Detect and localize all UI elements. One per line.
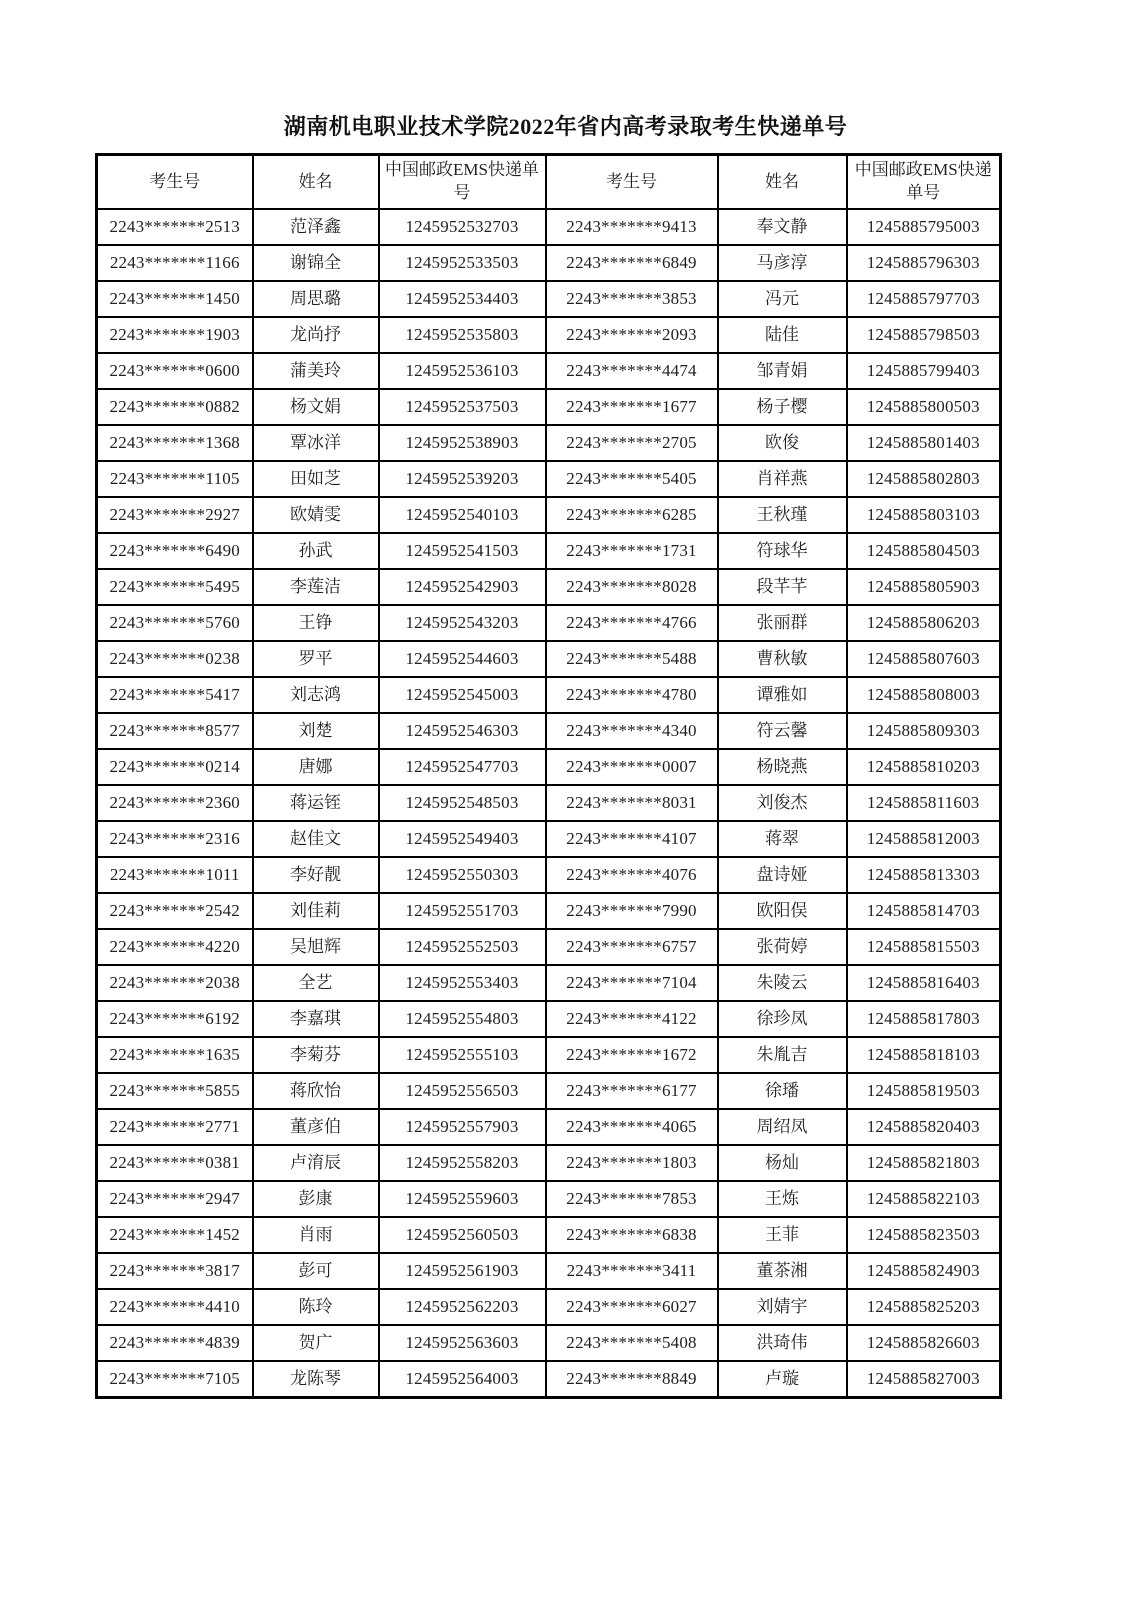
name-cell: 谭雅如 xyxy=(718,677,847,713)
candidate-no-cell: 2243*******5855 xyxy=(97,1073,253,1109)
ems-no-cell: 1245885802803 xyxy=(847,461,1001,497)
ems-no-cell: 1245952558203 xyxy=(379,1145,546,1181)
name-cell: 张丽群 xyxy=(718,605,847,641)
table-row xyxy=(97,281,1001,317)
ems-no-cell: 1245952535803 xyxy=(379,317,546,353)
candidate-no-cell: 2243*******8849 xyxy=(546,1361,718,1398)
name-cell: 张荷婷 xyxy=(718,929,847,965)
candidate-no-cell: 2243*******6757 xyxy=(546,929,718,965)
name-cell: 赵佳文 xyxy=(253,821,379,857)
ems-no-cell: 1245952552503 xyxy=(379,929,546,965)
name-cell: 陈玲 xyxy=(253,1289,379,1325)
name-cell: 彭康 xyxy=(253,1181,379,1217)
name-cell: 卢璇 xyxy=(718,1361,847,1398)
candidate-no-cell: 2243*******6177 xyxy=(546,1073,718,1109)
ems-no-cell: 1245885795003 xyxy=(847,209,1001,245)
ems-no-cell: 1245952554803 xyxy=(379,1001,546,1037)
ems-no-cell: 1245885799403 xyxy=(847,353,1001,389)
ems-no-cell: 1245885818103 xyxy=(847,1037,1001,1073)
ems-no-cell: 1245952561903 xyxy=(379,1253,546,1289)
candidate-no-cell: 2243*******0238 xyxy=(97,641,253,677)
ems-no-cell: 1245885800503 xyxy=(847,389,1001,425)
ems-no-cell: 1245952547703 xyxy=(379,749,546,785)
name-cell: 王菲 xyxy=(718,1217,847,1253)
col-header-candidate-no-left: 考生号 xyxy=(97,155,253,210)
ems-no-cell: 1245952534403 xyxy=(379,281,546,317)
ems-no-cell: 1245952550303 xyxy=(379,857,546,893)
candidate-no-cell: 2243*******1903 xyxy=(97,317,253,353)
ems-no-cell: 1245952560503 xyxy=(379,1217,546,1253)
table-row xyxy=(97,1217,1001,1253)
candidate-no-cell: 2243*******1450 xyxy=(97,281,253,317)
ems-no-cell: 1245885822103 xyxy=(847,1181,1001,1217)
candidate-no-cell: 2243*******4220 xyxy=(97,929,253,965)
name-cell: 罗平 xyxy=(253,641,379,677)
name-cell: 刘楚 xyxy=(253,713,379,749)
col-header-name-left: 姓名 xyxy=(253,155,379,210)
ems-no-cell: 1245885815503 xyxy=(847,929,1001,965)
candidate-no-cell: 2243*******0007 xyxy=(546,749,718,785)
candidate-no-cell: 2243*******5405 xyxy=(546,461,718,497)
header-row xyxy=(97,155,1001,210)
table-row xyxy=(97,1001,1001,1037)
table-row xyxy=(97,1181,1001,1217)
name-cell: 李莲洁 xyxy=(253,569,379,605)
name-cell: 邹青娟 xyxy=(718,353,847,389)
candidate-no-cell: 2243*******6192 xyxy=(97,1001,253,1037)
ems-no-cell: 1245885809303 xyxy=(847,713,1001,749)
candidate-no-cell: 2243*******1452 xyxy=(97,1217,253,1253)
name-cell: 蒋翠 xyxy=(718,821,847,857)
table-row xyxy=(97,965,1001,1001)
name-cell: 杨子樱 xyxy=(718,389,847,425)
ems-no-cell: 1245885814703 xyxy=(847,893,1001,929)
ems-no-cell: 1245952564003 xyxy=(379,1361,546,1398)
name-cell: 刘佳莉 xyxy=(253,893,379,929)
candidate-no-cell: 2243*******6838 xyxy=(546,1217,718,1253)
candidate-no-cell: 2243*******4122 xyxy=(546,1001,718,1037)
name-cell: 蒋欣怡 xyxy=(253,1073,379,1109)
ems-no-cell: 1245952557903 xyxy=(379,1109,546,1145)
candidate-no-cell: 2243*******8028 xyxy=(546,569,718,605)
table-row xyxy=(97,353,1001,389)
candidate-no-cell: 2243*******1368 xyxy=(97,425,253,461)
ems-no-cell: 1245885825203 xyxy=(847,1289,1001,1325)
candidate-no-cell: 2243*******0214 xyxy=(97,749,253,785)
ems-no-cell: 1245885810203 xyxy=(847,749,1001,785)
name-cell: 王铮 xyxy=(253,605,379,641)
candidate-no-cell: 2243*******1105 xyxy=(97,461,253,497)
name-cell: 谢锦全 xyxy=(253,245,379,281)
name-cell: 田如芝 xyxy=(253,461,379,497)
candidate-no-cell: 2243*******3817 xyxy=(97,1253,253,1289)
candidate-no-cell: 2243*******4076 xyxy=(546,857,718,893)
candidate-no-cell: 2243*******4065 xyxy=(546,1109,718,1145)
ems-no-cell: 1245885808003 xyxy=(847,677,1001,713)
candidate-no-cell: 2243*******2771 xyxy=(97,1109,253,1145)
col-header-name-right: 姓名 xyxy=(718,155,847,210)
candidate-no-cell: 2243*******2316 xyxy=(97,821,253,857)
ems-no-cell: 1245885812003 xyxy=(847,821,1001,857)
candidate-no-cell: 2243*******4780 xyxy=(546,677,718,713)
candidate-no-cell: 2243*******4766 xyxy=(546,605,718,641)
candidate-no-cell: 2243*******2542 xyxy=(97,893,253,929)
ems-no-cell: 1245885796303 xyxy=(847,245,1001,281)
candidate-no-cell: 2243*******8577 xyxy=(97,713,253,749)
table-row xyxy=(97,461,1001,497)
ems-no-cell: 1245952542903 xyxy=(379,569,546,605)
ems-no-cell: 1245885821803 xyxy=(847,1145,1001,1181)
ems-no-cell: 1245885801403 xyxy=(847,425,1001,461)
ems-no-cell: 1245885824903 xyxy=(847,1253,1001,1289)
name-cell: 杨晓燕 xyxy=(718,749,847,785)
name-cell: 欧婧雯 xyxy=(253,497,379,533)
table-row xyxy=(97,1325,1001,1361)
name-cell: 蒲美玲 xyxy=(253,353,379,389)
name-cell: 盘诗娅 xyxy=(718,857,847,893)
candidate-no-cell: 2243*******4474 xyxy=(546,353,718,389)
ems-no-cell: 1245952546303 xyxy=(379,713,546,749)
ems-no-cell: 1245952539203 xyxy=(379,461,546,497)
table-row xyxy=(97,1253,1001,1289)
ems-no-cell: 1245952545003 xyxy=(379,677,546,713)
table-row xyxy=(97,569,1001,605)
ems-no-cell: 1245952533503 xyxy=(379,245,546,281)
ems-no-cell: 1245885819503 xyxy=(847,1073,1001,1109)
candidate-no-cell: 2243*******4839 xyxy=(97,1325,253,1361)
candidate-no-cell: 2243*******3853 xyxy=(546,281,718,317)
ems-no-cell: 1245885803103 xyxy=(847,497,1001,533)
ems-no-cell: 1245885807603 xyxy=(847,641,1001,677)
table-row xyxy=(97,893,1001,929)
page-title: 湖南机电职业技术学院2022年省内高考录取考生快递单号 xyxy=(283,114,848,139)
candidate-no-cell: 2243*******2093 xyxy=(546,317,718,353)
candidate-no-cell: 2243*******2360 xyxy=(97,785,253,821)
ems-no-cell: 1245885797703 xyxy=(847,281,1001,317)
table-row xyxy=(97,245,1001,281)
name-cell: 蒋运铚 xyxy=(253,785,379,821)
candidate-no-cell: 2243*******1166 xyxy=(97,245,253,281)
name-cell: 洪琦伟 xyxy=(718,1325,847,1361)
ems-no-cell: 1245952543203 xyxy=(379,605,546,641)
table-row xyxy=(97,929,1001,965)
table-row xyxy=(97,641,1001,677)
table-body xyxy=(97,209,1001,1398)
table-row xyxy=(97,497,1001,533)
name-cell: 符云馨 xyxy=(718,713,847,749)
ems-no-cell: 1245952562203 xyxy=(379,1289,546,1325)
ems-no-cell: 1245885798503 xyxy=(847,317,1001,353)
candidate-no-cell: 2243*******6027 xyxy=(546,1289,718,1325)
name-cell: 段芊芊 xyxy=(718,569,847,605)
candidate-no-cell: 2243*******5417 xyxy=(97,677,253,713)
name-cell: 徐珍凤 xyxy=(718,1001,847,1037)
name-cell: 孙武 xyxy=(253,533,379,569)
ems-no-cell: 1245952551703 xyxy=(379,893,546,929)
candidate-no-cell: 2243*******6285 xyxy=(546,497,718,533)
ems-no-cell: 1245885816403 xyxy=(847,965,1001,1001)
name-cell: 李好靓 xyxy=(253,857,379,893)
ems-no-cell: 1245952559603 xyxy=(379,1181,546,1217)
table-row xyxy=(97,1361,1001,1398)
ems-no-cell: 1245952553403 xyxy=(379,965,546,1001)
name-cell: 陆佳 xyxy=(718,317,847,353)
name-cell: 肖雨 xyxy=(253,1217,379,1253)
candidate-no-cell: 2243*******7853 xyxy=(546,1181,718,1217)
ems-no-cell: 1245885826603 xyxy=(847,1325,1001,1361)
col-header-candidate-no-right: 考生号 xyxy=(546,155,718,210)
candidate-no-cell: 2243*******7990 xyxy=(546,893,718,929)
table-row xyxy=(97,713,1001,749)
candidate-no-cell: 2243*******0882 xyxy=(97,389,253,425)
candidate-no-cell: 2243*******1677 xyxy=(546,389,718,425)
name-cell: 王秋瑾 xyxy=(718,497,847,533)
name-cell: 冯元 xyxy=(718,281,847,317)
ems-no-cell: 1245885811603 xyxy=(847,785,1001,821)
table-row xyxy=(97,317,1001,353)
candidate-no-cell: 2243*******4340 xyxy=(546,713,718,749)
name-cell: 刘婧宇 xyxy=(718,1289,847,1325)
candidate-no-cell: 2243*******0600 xyxy=(97,353,253,389)
ems-no-cell: 1245885827003 xyxy=(847,1361,1001,1398)
name-cell: 刘志鸿 xyxy=(253,677,379,713)
ems-no-cell: 1245952563603 xyxy=(379,1325,546,1361)
name-cell: 卢淯辰 xyxy=(253,1145,379,1181)
table-row xyxy=(97,785,1001,821)
table-row xyxy=(97,857,1001,893)
candidate-no-cell: 2243*******6849 xyxy=(546,245,718,281)
name-cell: 唐娜 xyxy=(253,749,379,785)
name-cell: 覃冰洋 xyxy=(253,425,379,461)
ems-no-cell: 1245952536103 xyxy=(379,353,546,389)
name-cell: 符球华 xyxy=(718,533,847,569)
name-cell: 曹秋敏 xyxy=(718,641,847,677)
name-cell: 杨灿 xyxy=(718,1145,847,1181)
name-cell: 彭可 xyxy=(253,1253,379,1289)
candidate-no-cell: 2243*******5488 xyxy=(546,641,718,677)
table-header xyxy=(97,155,1001,210)
ems-no-cell: 1245952538903 xyxy=(379,425,546,461)
table-row xyxy=(97,425,1001,461)
name-cell: 全艺 xyxy=(253,965,379,1001)
ems-no-cell: 1245885823503 xyxy=(847,1217,1001,1253)
ems-no-cell: 1245885805903 xyxy=(847,569,1001,605)
ems-no-cell: 1245952548503 xyxy=(379,785,546,821)
candidate-no-cell: 2243*******1635 xyxy=(97,1037,253,1073)
candidate-no-cell: 2243*******9413 xyxy=(546,209,718,245)
table-row xyxy=(97,821,1001,857)
table-row xyxy=(97,677,1001,713)
candidate-no-cell: 2243*******5495 xyxy=(97,569,253,605)
candidate-no-cell: 2243*******3411 xyxy=(546,1253,718,1289)
ems-no-cell: 1245885804503 xyxy=(847,533,1001,569)
table-row xyxy=(97,533,1001,569)
ems-no-cell: 1245952532703 xyxy=(379,209,546,245)
name-cell: 王炼 xyxy=(718,1181,847,1217)
candidate-no-cell: 2243*******5760 xyxy=(97,605,253,641)
candidate-no-cell: 2243*******1803 xyxy=(546,1145,718,1181)
name-cell: 欧阳俣 xyxy=(718,893,847,929)
candidate-no-cell: 2243*******5408 xyxy=(546,1325,718,1361)
name-cell: 董茶湘 xyxy=(718,1253,847,1289)
candidate-no-cell: 2243*******7104 xyxy=(546,965,718,1001)
ems-no-cell: 1245885806203 xyxy=(847,605,1001,641)
candidate-no-cell: 2243*******2927 xyxy=(97,497,253,533)
table-row xyxy=(97,1289,1001,1325)
name-cell: 李菊芬 xyxy=(253,1037,379,1073)
ems-no-cell: 1245952541503 xyxy=(379,533,546,569)
ems-no-cell: 1245952540103 xyxy=(379,497,546,533)
ems-no-cell: 1245952549403 xyxy=(379,821,546,857)
candidate-no-cell: 2243*******2947 xyxy=(97,1181,253,1217)
ems-no-cell: 1245952556503 xyxy=(379,1073,546,1109)
table-row xyxy=(97,389,1001,425)
candidate-no-cell: 2243*******8031 xyxy=(546,785,718,821)
name-cell: 朱胤吉 xyxy=(718,1037,847,1073)
candidate-no-cell: 2243*******0381 xyxy=(97,1145,253,1181)
ems-no-cell: 1245952537503 xyxy=(379,389,546,425)
name-cell: 杨文娟 xyxy=(253,389,379,425)
name-cell: 徐璠 xyxy=(718,1073,847,1109)
name-cell: 肖祥燕 xyxy=(718,461,847,497)
table-row xyxy=(97,1145,1001,1181)
name-cell: 贺广 xyxy=(253,1325,379,1361)
name-cell: 龙尚抒 xyxy=(253,317,379,353)
name-cell: 朱陵云 xyxy=(718,965,847,1001)
ems-no-cell: 1245952544603 xyxy=(379,641,546,677)
table-row xyxy=(97,1073,1001,1109)
col-header-ems-no-left: 中国邮政EMS快递单号 xyxy=(379,155,546,210)
name-cell: 周绍凤 xyxy=(718,1109,847,1145)
name-cell: 李嘉琪 xyxy=(253,1001,379,1037)
candidate-no-cell: 2243*******1011 xyxy=(97,857,253,893)
ems-no-cell: 1245885813303 xyxy=(847,857,1001,893)
candidate-no-cell: 2243*******6490 xyxy=(97,533,253,569)
courier-number-table xyxy=(95,153,1002,1399)
ems-no-cell: 1245952555103 xyxy=(379,1037,546,1073)
table-row xyxy=(97,1109,1001,1145)
ems-no-cell: 1245885820403 xyxy=(847,1109,1001,1145)
candidate-no-cell: 2243*******1672 xyxy=(546,1037,718,1073)
table-row xyxy=(97,1037,1001,1073)
name-cell: 龙陈琴 xyxy=(253,1361,379,1398)
name-cell: 吴旭辉 xyxy=(253,929,379,965)
candidate-no-cell: 2243*******2038 xyxy=(97,965,253,1001)
candidate-no-cell: 2243*******4107 xyxy=(546,821,718,857)
table-row xyxy=(97,605,1001,641)
name-cell: 范泽鑫 xyxy=(253,209,379,245)
candidate-no-cell: 2243*******4410 xyxy=(97,1289,253,1325)
table-row xyxy=(97,749,1001,785)
candidate-no-cell: 2243*******7105 xyxy=(97,1361,253,1398)
candidate-no-cell: 2243*******2513 xyxy=(97,209,253,245)
candidate-no-cell: 2243*******1731 xyxy=(546,533,718,569)
ems-no-cell: 1245885817803 xyxy=(847,1001,1001,1037)
name-cell: 刘俊杰 xyxy=(718,785,847,821)
name-cell: 欧俊 xyxy=(718,425,847,461)
col-header-ems-no-right: 中国邮政EMS快递单号 xyxy=(847,155,1001,210)
candidate-no-cell: 2243*******2705 xyxy=(546,425,718,461)
name-cell: 周思璐 xyxy=(253,281,379,317)
table-row xyxy=(97,209,1001,245)
name-cell: 马彦淳 xyxy=(718,245,847,281)
name-cell: 董彦伯 xyxy=(253,1109,379,1145)
name-cell: 奉文静 xyxy=(718,209,847,245)
